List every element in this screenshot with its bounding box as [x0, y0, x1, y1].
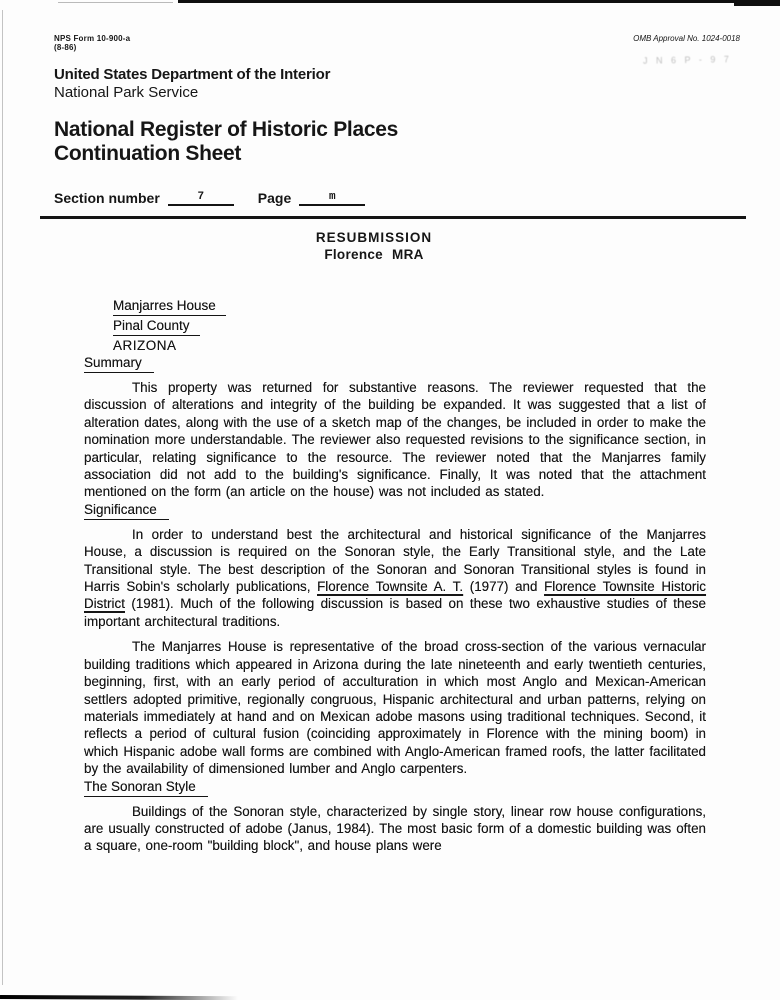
summary-heading-text: Summary [84, 354, 154, 373]
form-number-block [54, 34, 130, 52]
page-value: m [299, 191, 365, 206]
significance-paragraph-1 [84, 526, 706, 630]
document-body [84, 354, 706, 855]
summary-paragraph [84, 379, 706, 501]
sonoran-style-heading-text: The Sonoran Style [84, 778, 208, 797]
significance-heading-text: Significance [84, 501, 169, 520]
form-edition: (8-86) [54, 43, 77, 52]
form-header-row [54, 34, 740, 52]
text-segment: (1981). Much of the following discussion is based on these two exhaustive studies of these important architectural traditions. [84, 596, 706, 629]
property-name: Manjarres House [113, 297, 226, 316]
text-segment: (1977) and [463, 579, 545, 595]
property-county: Pinal County [113, 317, 200, 336]
date-stamp: J N 6 P - 9 7 [643, 54, 733, 66]
divider-rule [40, 216, 746, 219]
text-segment: The Manjarres House is representative of the broad cross-section of the various vernacular building traditions which appeared in Arizona during the late nineteenth and early twentieth centuries, beginning, first, with an early period of acculturation in which most Anglo and Mexican-American settlers adopted primitive, regionally congruous, Hispanic architectural and urban patterns, relying on materials immediately at hand and on Mexican adobe masons using traditional techniques. Second, it reflects a period of cultural fusion (coinciding approximately in Florence with the mining boom) in which Hispanic adobe wall forms are combined with Anglo-American framed roofs, the latter facilitated by the availability of dimensioned lumber and Anglo carpenters. [84, 639, 706, 777]
sonoran-style-heading [84, 778, 706, 797]
significance-heading [84, 501, 706, 520]
resubmission-banner [64, 229, 684, 263]
form-number: NPS Form 10-900-a [54, 34, 131, 43]
underlined-title: Florence Townsite A. T. [317, 579, 464, 595]
text-segment: In order to understand best the architectural and historical significance of the Manjarres House, a discussion is required on the Sonoran style, the Early Transitional style, and the Late Transitional style. The best description of the Sonoran and Sonoran Transitional styles is found in Harris Sobin's scholarly publications, [84, 526, 706, 595]
text-segment: Buildings of the Sonoran style, characterized by single story, linear row house configurations, are usually constructed of adobe (Janus, 1984). The most basic form of a domestic building was often a square, one-room "building block", and house plans were [84, 803, 706, 854]
summary-heading [84, 354, 706, 373]
property-state: ARIZONA [113, 338, 177, 353]
underlined-title: Florence Townsite Historic District [84, 579, 707, 612]
mra-label: Florence MRA [324, 247, 424, 262]
scan-artifact-bottom-edge [0, 995, 238, 1000]
property-identification [113, 297, 740, 354]
significance-paragraph-2 [84, 638, 706, 777]
page-label: Page [257, 190, 292, 206]
document-title-line2: Continuation Sheet [54, 142, 242, 165]
section-number-value: 7 [168, 191, 234, 206]
text-segment: This property was returned for substantive reasons. The reviewer requested that the discussion of alterations and integrity of the building be expanded. It was suggested that a list of alteration dates, along with the use of a sketch map of the changes, be included in order to make the nomination more understandable. The reviewer also requested revisions to the significance section, in particular, relating significance to the resource. The reviewer noted that the Manjarres family association did not add to the building's significance. Finally, It was noted that the attachment mentioned on the form (an article on the house) was not included as stated. [84, 380, 706, 500]
department-title: United States Department of the Interior [54, 66, 331, 83]
service-title: National Park Service [54, 84, 199, 101]
section-number-label: Section number [54, 190, 160, 206]
resubmission-label: RESUBMISSION [315, 230, 433, 245]
section-number-line [54, 190, 740, 206]
document-title [54, 118, 740, 166]
document-title-line1: National Register of Historic Places [54, 118, 398, 141]
omb-approval: OMB Approval No. 1024-0018 [633, 34, 740, 43]
sonoran-style-paragraph [84, 803, 706, 855]
